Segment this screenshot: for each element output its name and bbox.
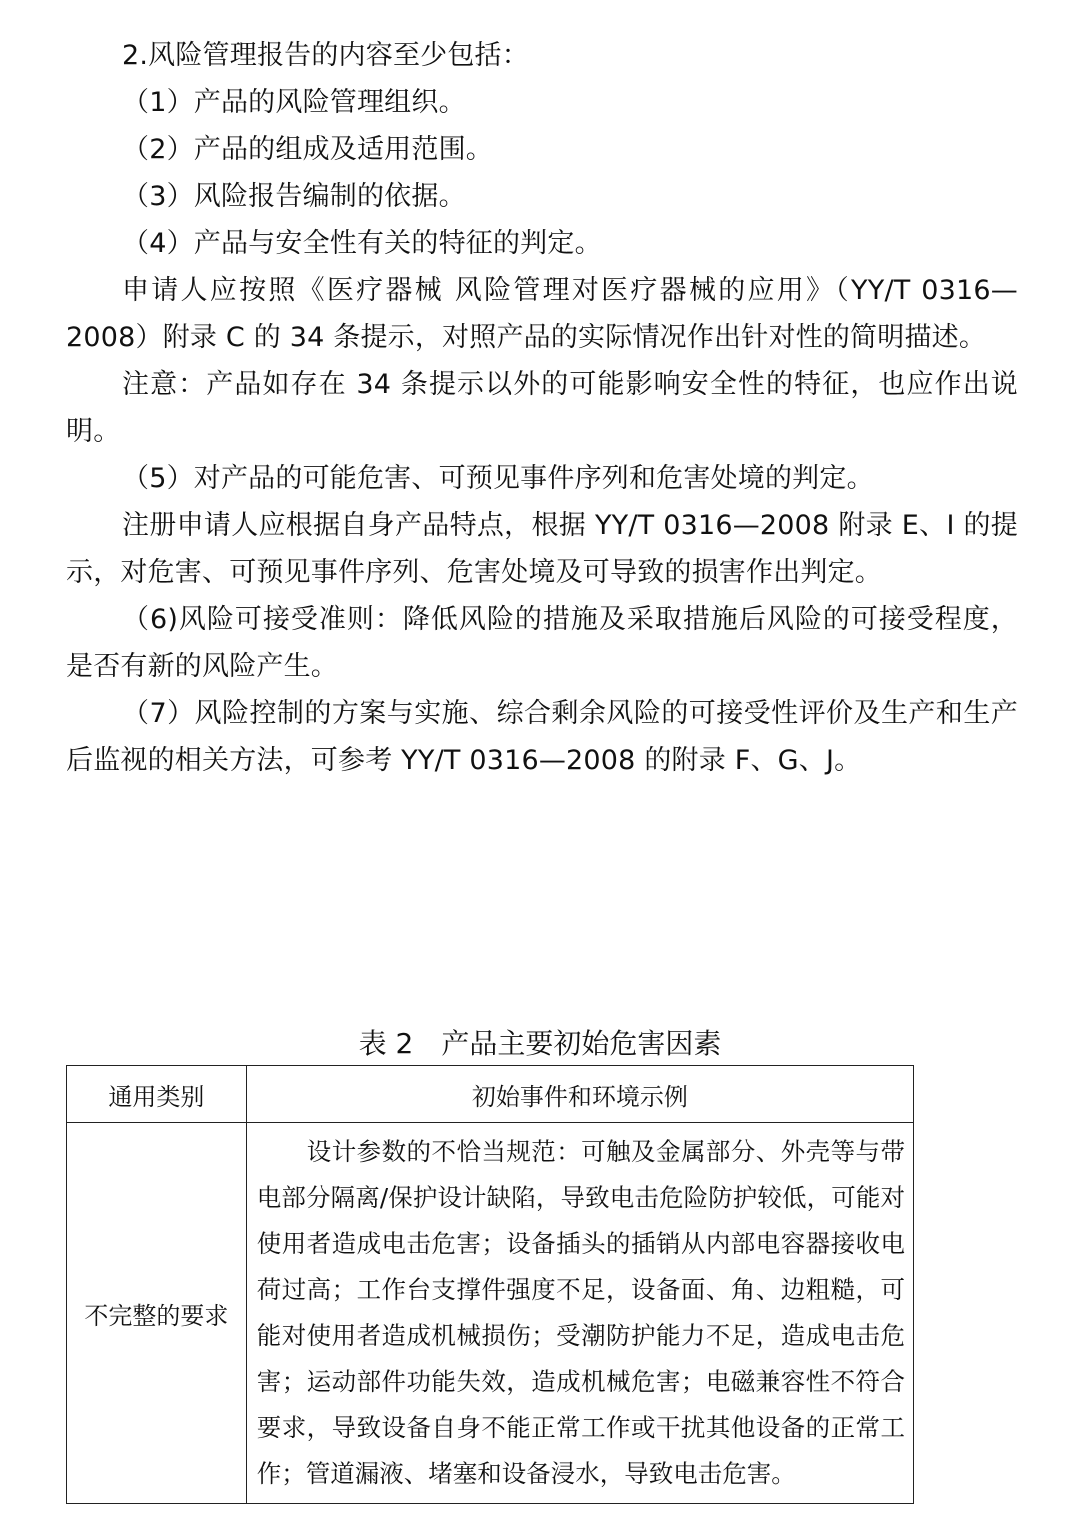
paragraph-item-1: （1）产品的风险管理组织。	[122, 87, 466, 118]
table-row	[67, 1123, 914, 1504]
paragraph-attention: 注意：产品如存在 34 条提示以外的可能影响安全性的特征，也应作出说明。	[66, 369, 1018, 447]
hazard-table	[66, 1065, 914, 1504]
paragraph-report-contents: 2.风险管理报告的内容至少包括：	[122, 40, 529, 71]
paragraph-applicant-note: 申请人应按照《医疗器械 风险管理对医疗器械的应用》（YY/T 0316—2008）附录 C 的 34 条提示，对照产品的实际情况作出针对性的简明描述。	[66, 275, 1018, 353]
paragraph-item-6: （6)风险可接受准则：降低风险的措施及采取措施后风险的可接受程度，是否有新的风险产生。	[66, 604, 1018, 682]
paragraph-item-7: （7）风险控制的方案与实施、综合剩余风险的可接受性评价及生产和生产后监视的相关方法，可参考 YY/T 0316—2008 的附录 F、G、J。	[66, 698, 1018, 776]
table-header-row	[67, 1066, 914, 1123]
paragraph-item-5: （5）对产品的可能危害、可预见事件序列和危害处境的判定。	[122, 463, 874, 494]
paragraph-item-2: （2）产品的组成及适用范围。	[122, 134, 493, 165]
category-cell: 不完整的要求	[67, 1123, 247, 1504]
example-text: 设计参数的不恰当规范：可触及金属部分、外壳等与带电部分隔离/保护设计缺陷，导致电击危险防护较低，可能对使用者造成电击危害；设备插头的插销从内部电容器接收电荷过高；工作台支撑件强度不足，设备面、角、边粗糙，可能对使用者造成机械损伤；受潮防护能力不足，造成电击危害；运动部件功能失效，造成机械危害；电磁兼容性不符合要求，导致设备自身不能正常工作或干扰其他设备的正常工作；管道漏液、堵塞和设备浸水，导致电击危害。	[256, 1137, 905, 1488]
header-category: 通用类别	[67, 1066, 247, 1123]
paragraph-item-3: （3）风险报告编制的依据。	[122, 181, 466, 212]
header-examples: 初始事件和环境示例	[246, 1066, 913, 1123]
body-text	[66, 32, 1018, 784]
paragraph-registrant-note: 注册申请人应根据自身产品特点，根据 YY/T 0316—2008 附录 E、I 的提示，对危害、可预见事件序列、危害处境及可导致的损害作出判定。	[66, 510, 1018, 588]
example-cell	[246, 1123, 913, 1504]
table-caption: 表 2 产品主要初始危害因素	[358, 1027, 722, 1060]
paragraph-item-4: （4）产品与安全性有关的特征的判定。	[122, 228, 602, 259]
